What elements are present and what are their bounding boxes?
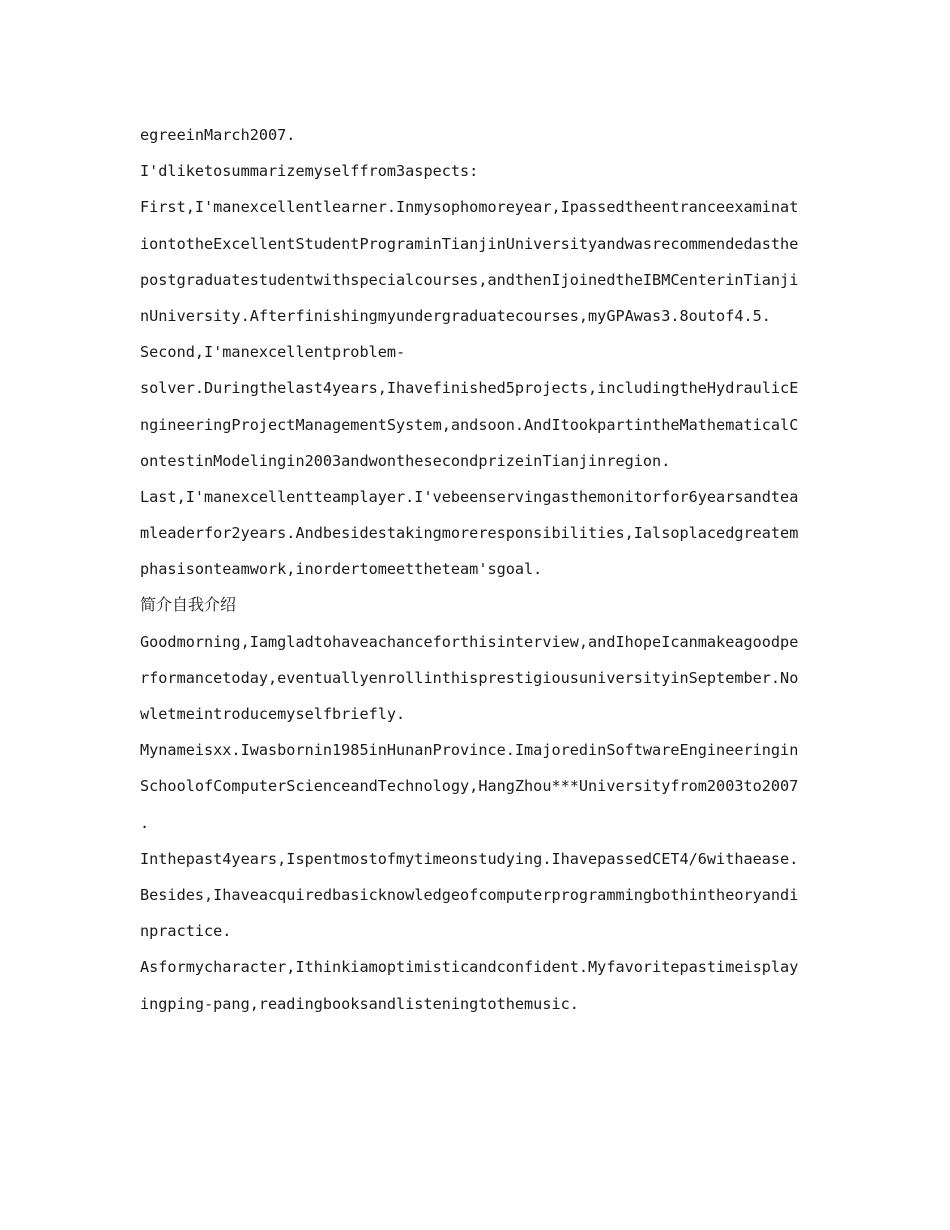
text-line: ingping-pang,readingbooksandlisteningtothemusic. [140, 994, 579, 1013]
document-body [140, 117, 815, 1022]
text-line: Mynameisxx.Iwasbornin1985inHunanProvince.ImajoredinSoftwareEngineeringin [140, 741, 799, 760]
text-line: Goodmorning,Iamgladtohaveachanceforthisinterview,andIhopeIcanmakeagoodpe [140, 632, 799, 651]
text-line: I'dliketosummarizemyselffrom3aspects: [140, 162, 479, 181]
text-line: npractice. [140, 922, 232, 941]
text-line: Asformycharacter,Ithinkiamoptimisticandconfident.Myfavoritepastimeisplay [140, 958, 799, 977]
text-line: phasisonteamwork,inordertomeettheteam'sgoal. [140, 560, 543, 579]
text-line: egreeinMarch2007. [140, 126, 296, 144]
text-line: First,I'manexcellentlearner.Inmysophomoreyear,Ipassedtheentranceexaminat [140, 198, 799, 217]
section-heading: 简介自我介绍 [140, 595, 237, 615]
text-line: SchoolofComputerScienceandTechnology,HangZhou***Universityfrom2003to2007 [140, 777, 799, 796]
text-line: Inthepast4years,Ispentmostofmytimeonstudying.IhavepassedCET4/6withaease. [140, 849, 799, 868]
text-line: rformancetoday,eventuallyenrollinthisprestigiousuniversityinSeptember.No [140, 668, 799, 687]
text-line: wletmeintroducemyselfbriefly. [140, 705, 406, 723]
text-line: Last,I'manexcellentteamplayer.I'vebeenservingasthemonitorfor6yearsandtea [140, 487, 799, 506]
text-line: Besides,Ihaveacquiredbasicknowledgeofcomputerprogrammingbothintheoryandi [140, 885, 799, 904]
text-line: Second,I'manexcellentproblem- [140, 343, 406, 362]
text-line: nUniversity.Afterfinishingmyundergraduatecourses,myGPAwas3.8outof4.5. [140, 306, 771, 325]
text-line: ngineeringProjectManagementSystem,andsoon.AndItookpartintheMathematicalC [140, 415, 799, 434]
text-line: solver.Duringthelast4years,Ihavefinished5projects,includingtheHydraulicE [140, 379, 799, 398]
text-line: iontotheExcellentStudentPrograminTianjinUniversityandwasrecommendedasthe [140, 234, 799, 253]
text-line: ontestinModelingin2003andwonthesecondprizeinTianjinregion. [140, 451, 671, 470]
text-line: mleaderfor2years.Andbesidestakingmoreresponsibilities,Ialsoplacedgreatem [140, 524, 799, 543]
text-line: postgraduatestudentwithspecialcourses,andthenIjoinedtheIBMCenterinTianji [140, 270, 799, 289]
text-line: . [140, 813, 150, 832]
